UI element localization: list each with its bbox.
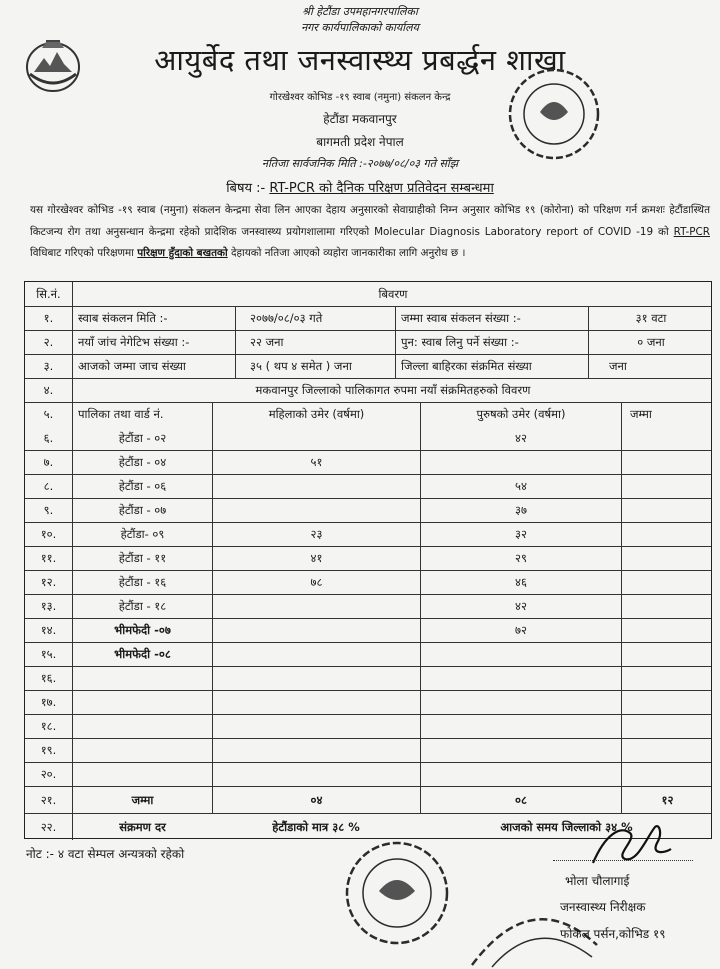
header-sn: सि.नं. <box>36 286 61 301</box>
table-row <box>25 738 711 762</box>
male-age-cell: ४२ <box>420 595 621 618</box>
summary-label: नयाँ जांच नेगेटिभ संख्या :- <box>72 331 235 354</box>
row-sn: १४. <box>40 623 57 637</box>
signer-focal: फोकल पर्सन,कोभिड १९ <box>560 927 666 941</box>
total-cell <box>621 499 713 522</box>
male-age-cell: ३२ <box>420 523 621 546</box>
row-sn: १२. <box>40 575 57 589</box>
male-age-cell <box>420 739 621 762</box>
subject-line <box>0 178 720 196</box>
total-cell <box>621 426 713 450</box>
male-age-cell <box>420 643 621 666</box>
table-row <box>25 474 711 498</box>
subject-text: RT-PCR को दैनिक परिक्षण प्रतिवेदन सम्बन्धमा <box>269 181 494 196</box>
ward-cell: भीमफेदी -०७ <box>72 619 212 642</box>
row-sn: १. <box>43 311 54 325</box>
female-age-cell: ४१ <box>212 547 420 570</box>
table-row <box>25 570 711 594</box>
total-cell <box>621 523 713 546</box>
col-female-age: महिलाको उमेर (वर्षमा) <box>212 403 420 426</box>
row-sn: १६. <box>40 671 57 685</box>
male-age-cell: ७२ <box>420 619 621 642</box>
row-sn: २१. <box>40 792 57 807</box>
rate-label: संक्रमण दर <box>72 814 212 840</box>
ward-cell: हेटौंडा - ०२ <box>72 426 212 450</box>
row-sn: ७. <box>43 455 54 469</box>
summary-row <box>25 330 711 354</box>
table-row <box>25 690 711 714</box>
male-age-cell <box>420 715 621 738</box>
female-age-cell <box>212 739 420 762</box>
row-sn: १५. <box>40 647 57 661</box>
row-sn: ९. <box>43 503 54 517</box>
ward-cell: हेटौंडा - ११ <box>72 547 212 570</box>
row-sn: ४. <box>43 383 54 397</box>
total-cell <box>621 571 713 594</box>
table-row <box>25 714 711 738</box>
total-cell <box>621 739 713 762</box>
header-municipality: श्री हेटौंडा उपमहानगरपालिका <box>302 5 418 18</box>
header-city: हेटौंडा मकवानपुर <box>323 112 397 126</box>
intro-paragraph <box>30 200 710 265</box>
footnote: नोट :- ४ वटा सेम्पल अन्यत्रको रहेको <box>26 847 185 861</box>
female-age-cell <box>212 691 420 714</box>
ward-cell <box>72 667 212 690</box>
total-cell <box>621 691 713 714</box>
female-age-cell <box>212 475 420 498</box>
female-age-cell <box>212 715 420 738</box>
summary-value: ० जना <box>588 331 713 354</box>
col-total: जम्मा <box>621 403 713 426</box>
table-row <box>25 618 711 642</box>
report-table <box>24 281 712 839</box>
total-cell <box>621 475 713 498</box>
row-sn: ५. <box>43 407 54 421</box>
total-cell <box>621 643 713 666</box>
summary-label: पुन: स्वाब लिनु पर्ने संख्या :- <box>395 331 588 354</box>
male-age-cell: ३७ <box>420 499 621 522</box>
total-female: ०४ <box>212 787 420 813</box>
para-part-3: देहायको नतिजा आएको व्यहोरा जानकारीका लागि अनुरोध छ । <box>227 247 466 259</box>
header-province: बागमती प्रदेश नेपाल <box>316 135 404 149</box>
header-office: नगर कार्यपालिकाको कार्यालय <box>301 21 419 34</box>
signature-icon <box>585 815 675 875</box>
male-age-cell <box>420 451 621 474</box>
table-header-row <box>25 282 711 306</box>
ward-cell: भीमफेदी -०८ <box>72 643 212 666</box>
office-stamp-icon <box>335 835 460 950</box>
summary-label: जम्मा स्वाब संकलन संख्या :- <box>395 307 588 330</box>
female-age-cell <box>212 667 420 690</box>
page-title: आयुर्बेद तथा जनस्वास्थ्य प्रबर्द्धन शाखा <box>154 43 566 77</box>
row-sn: १७. <box>40 695 57 709</box>
row-sn: २०. <box>40 767 57 781</box>
summary-value: २०७७/०८/०३ गते <box>235 307 395 330</box>
rate-hetauda: हेटौंडाको मात्र ३८ % <box>272 819 360 834</box>
summary-label: जिल्ला बाहिरका संक्रमित संख्या <box>395 355 588 378</box>
summary-value: २२ जना <box>235 331 395 354</box>
total-cell <box>621 619 713 642</box>
male-age-cell: ४६ <box>420 571 621 594</box>
signature-line <box>553 860 693 861</box>
column-header-row <box>25 402 711 426</box>
ward-cell: हेटौंडा - ०४ <box>72 451 212 474</box>
female-age-cell <box>212 426 420 450</box>
summary-value: ३५ ( थप ४ समेत ) जना <box>235 355 395 378</box>
total-cell <box>621 547 713 570</box>
row-sn: १९. <box>40 743 57 757</box>
section-title: मकवानपुर जिल्लाको पालिकागत रुपमा नयाँ संक्रमितहरुको विवरण <box>72 379 713 402</box>
summary-value: ३१ वटा <box>588 307 713 330</box>
row-sn: ११. <box>40 551 57 565</box>
total-label: जम्मा <box>72 787 212 813</box>
summary-value: जना <box>588 355 713 378</box>
male-age-cell <box>420 763 621 786</box>
ward-cell: हेटौंडा - ०६ <box>72 475 212 498</box>
signer-title: जनस्वास्थ्य निरीक्षक <box>560 900 646 914</box>
table-row <box>25 498 711 522</box>
row-sn: २. <box>43 335 54 349</box>
female-age-cell <box>212 643 420 666</box>
para-part-2: विधिबाट गरिएको परिक्षणमा <box>30 247 138 259</box>
ward-cell <box>72 715 212 738</box>
total-all: १२ <box>621 787 713 813</box>
male-age-cell: ५४ <box>420 475 621 498</box>
total-cell <box>621 667 713 690</box>
male-age-cell: २९ <box>420 547 621 570</box>
para-bold: परिक्षण हुँदाको बखतको <box>137 247 228 259</box>
table-row <box>25 522 711 546</box>
table-row <box>25 762 711 786</box>
header-center: गोरखेश्वर कोभिड -१९ स्वाब (नमुना) संकलन केन्द्र <box>269 92 451 103</box>
summary-row <box>25 354 711 378</box>
female-age-cell <box>212 763 420 786</box>
header-publish-date: नतिजा सार्वजनिक मिति :-२०७७/०८/०३ गते साँझ <box>261 157 459 170</box>
table-row <box>25 426 711 450</box>
ward-cell: हेटौंडा - १६ <box>72 571 212 594</box>
row-sn: १०. <box>40 527 57 541</box>
row-sn: ६. <box>43 430 54 445</box>
col-male-age: पुरुषको उमेर (वर्षमा) <box>420 403 621 426</box>
female-age-cell <box>212 499 420 522</box>
female-age-cell: ७८ <box>212 571 420 594</box>
rate-district: आजको समय जिल्लाको ३४ % <box>500 819 633 834</box>
table-row <box>25 642 711 666</box>
total-cell <box>621 763 713 786</box>
ward-cell <box>72 739 212 762</box>
row-sn: ८. <box>43 479 54 493</box>
row-sn: ३. <box>43 359 54 373</box>
subject-prefix: बिषय :- <box>226 181 270 196</box>
ward-cell: हेटौंडा- ०९ <box>72 523 212 546</box>
col-ward: पालिका तथा वार्ड नं. <box>72 403 212 426</box>
summary-label: स्वाब संकलन मिति :- <box>72 307 235 330</box>
ward-cell: हेटौंडा - ०७ <box>72 499 212 522</box>
table-row <box>25 450 711 474</box>
male-age-cell: ४२ <box>420 426 621 450</box>
total-row <box>25 786 711 813</box>
total-cell <box>621 595 713 618</box>
female-age-cell: ५१ <box>212 451 420 474</box>
row-sn: २२. <box>40 819 57 834</box>
female-age-cell <box>212 619 420 642</box>
para-rtpcr: RT-PCR <box>673 225 710 238</box>
row-sn: १३. <box>40 599 57 613</box>
total-cell <box>621 715 713 738</box>
ward-cell <box>72 763 212 786</box>
table-row <box>25 546 711 570</box>
total-male: ०८ <box>420 787 621 813</box>
table-row <box>25 666 711 690</box>
office-stamp-icon <box>492 62 612 167</box>
summary-label: आजको जम्मा जाच संख्या <box>72 355 235 378</box>
male-age-cell <box>420 691 621 714</box>
female-age-cell: २३ <box>212 523 420 546</box>
total-cell <box>621 451 713 474</box>
row-sn: १८. <box>40 719 57 733</box>
male-age-cell <box>420 667 621 690</box>
table-row <box>25 594 711 618</box>
ward-cell <box>72 691 212 714</box>
para-part-1: यस गोरखेश्वर कोभिड -१९ स्वाब (नमुना) संकलन केन्द्रमा सेवा लिन आएका देहाय अनुसारको सेवाग्राहीको निम्न अनुसार कोभिड १९ (कोरोना) को परिक्षण गर्न क्रमशः हेटौंडास्थित किटजन्य रोग तथा अनुसन्धान केन्द्रमा रहेको प्रादेशिक जनस्वास्थ्य प्रयोगशालामा गरिएको Molecular Diagnosis Laboratory report of COVID -19 को <box>30 204 710 238</box>
summary-row <box>25 306 711 330</box>
signer-name: भोला चौलागाई <box>565 874 630 888</box>
section-row <box>25 378 711 402</box>
header-desc: बिवरण <box>72 282 713 306</box>
female-age-cell <box>212 595 420 618</box>
ward-cell: हेटौंडा - १८ <box>72 595 212 618</box>
